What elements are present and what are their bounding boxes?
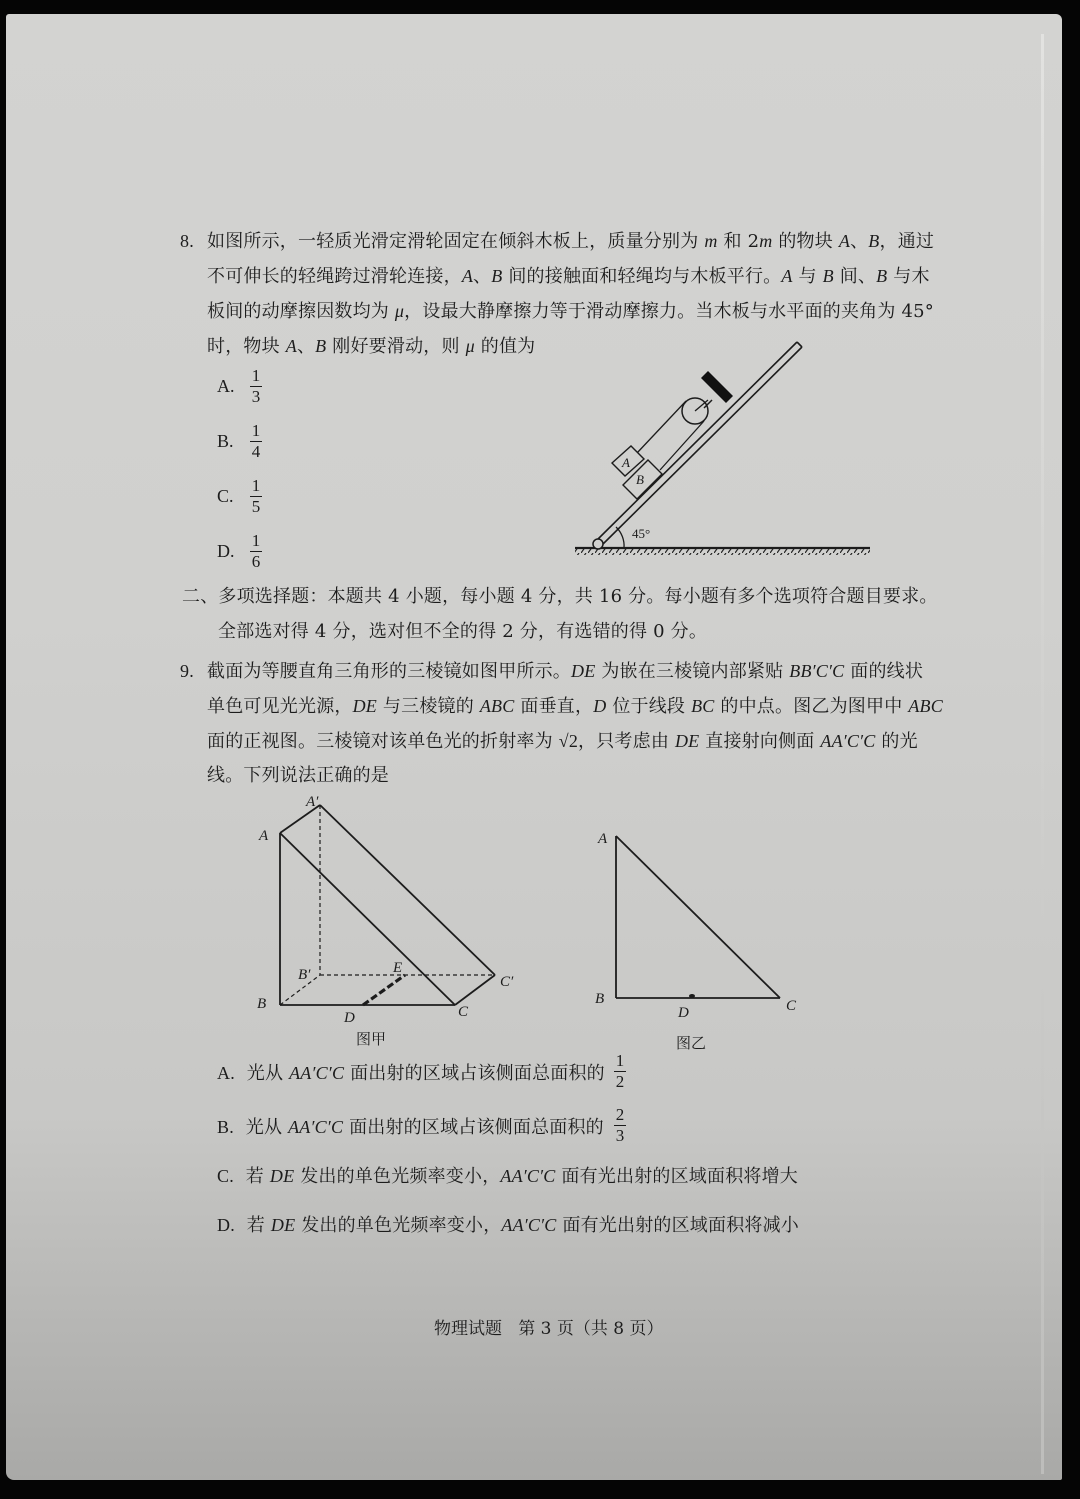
- fig-yi-caption: 图乙: [676, 1034, 707, 1052]
- fig-yi-label-c: C: [786, 998, 797, 1014]
- point-d-marker: [689, 994, 695, 998]
- q8-line-2: 不可伸长的轻绳跨过滑轮连接，A、B 间的接触面和轻绳均与木板平行。A 与 B 间、B 与木: [207, 266, 930, 287]
- q9-line-3: 面的正视图。三棱镜对该单色光的折射率为 √2，只考虑由 DE 直接射向侧面 AA′C′C 的光: [207, 731, 918, 752]
- section-2-line-2: 全部选对得 4 分，选对但不全的得 2 分，有选错的得 0 分。: [218, 621, 708, 642]
- q9-line-2: 单色可见光光源，DE 与三棱镜的 ABC 面垂直，D 位于线段 BC 的中点。图乙为图甲中 ABC: [207, 696, 943, 717]
- fig-jia-label-a-prime: A′: [306, 794, 319, 810]
- light-source-de: [363, 975, 405, 1005]
- q8-option-a-label: A.: [217, 376, 235, 396]
- figure-yi-triangle: [616, 836, 780, 998]
- q8-option-c-fraction: 1 5: [251, 476, 261, 517]
- figure-jia-prism: [280, 805, 495, 1005]
- q9-number: 9.: [180, 661, 194, 681]
- fig-jia-label-c: C: [458, 1004, 469, 1020]
- footer-subject: 物理试题: [434, 1319, 502, 1339]
- fig-jia-label-c-prime: C′: [500, 974, 514, 990]
- q8-option-d-label: D.: [217, 541, 235, 561]
- q8-line-3: 板间的动摩擦因数均为 μ，设最大静摩擦力等于滑动摩擦力。当木板与水平面的夹角为 45°: [207, 301, 934, 322]
- fig-yi-label-d: D: [678, 1005, 689, 1021]
- fig-jia-label-e: E: [393, 960, 403, 976]
- fig-jia-label-a: A: [259, 828, 269, 844]
- q9-option-a-fraction: 1 2: [615, 1051, 625, 1092]
- q8-line-1: 如图所示，一轻质光滑定滑轮固定在倾斜木板上，质量分别为 m 和 2m 的物块 A、B，通过: [207, 231, 935, 252]
- section-2-line-1: 二、多项选择题：本题共 4 小题，每小题 4 分，共 16 分。每小题有多个选项符合题目要求。: [182, 586, 938, 607]
- q9-option-c: C. 若 DE 发出的单色光频率变小，AA′C′C 面有光出射的区域面积将增大: [217, 1166, 799, 1187]
- angle-label: 45°: [632, 526, 651, 541]
- q9-option-d: D. 若 DE 发出的单色光频率变小，AA′C′C 面有光出射的区域面积将减小: [217, 1215, 800, 1236]
- q9-option-b-fraction: 2 3: [615, 1105, 625, 1146]
- fig-jia-label-b: B: [257, 996, 267, 1012]
- q9-line-1: 截面为等腰直角三角形的三棱镜如图甲所示。DE 为嵌在三棱镜内部紧贴 BB′C′C 面的线状: [207, 661, 924, 682]
- q8-option-b-fraction: 1 4: [251, 421, 261, 462]
- q8-option-b-label: B.: [217, 431, 234, 451]
- q9-line-4: 线。下列说法正确的是: [207, 765, 389, 786]
- fig-jia-label-b-prime: B′: [298, 967, 311, 983]
- q8-line-4: 时，物块 A、B 刚好要滑动，则 μ 的值为: [207, 336, 536, 357]
- block-b-label: B: [636, 472, 644, 487]
- page-footer: [434, 1314, 663, 1339]
- q8-number: 8.: [180, 231, 194, 251]
- q8-option-a-fraction: 1 3: [251, 366, 261, 407]
- q8-option-d-fraction: 1 6: [251, 531, 261, 572]
- fig-yi-label-b: B: [595, 991, 605, 1007]
- fig-jia-label-d: D: [344, 1010, 355, 1026]
- fig-yi-label-a: A: [598, 831, 608, 847]
- q8-option-c-label: C.: [217, 486, 234, 506]
- fig-jia-caption: 图甲: [356, 1030, 387, 1048]
- block-a-label: A: [622, 455, 630, 470]
- footer-page-info: 第 3 页（共 8 页）: [518, 1319, 664, 1339]
